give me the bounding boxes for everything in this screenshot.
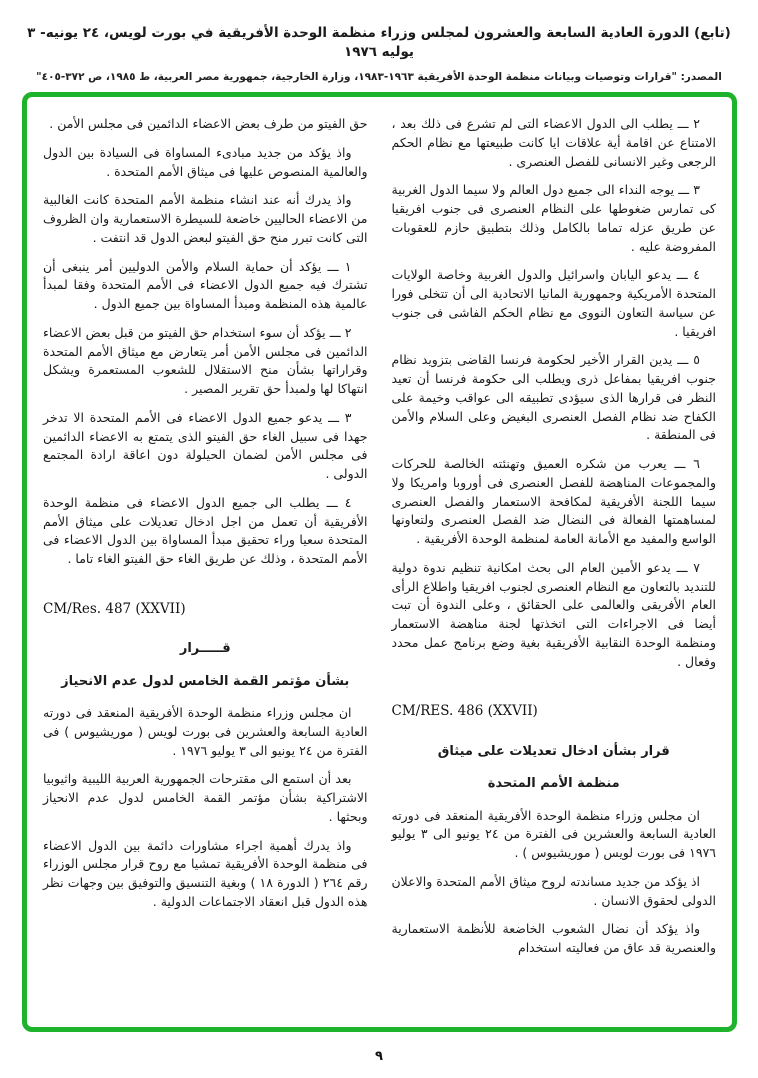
resolution-487-title-line2: بشأن مؤتمر القمة الخامس لدول عدم الانحياز	[61, 673, 350, 689]
page-header	[0, 0, 758, 83]
resolution-label-487: CM/Res. 487 (XXVII)	[43, 600, 186, 617]
column-left	[43, 115, 368, 1027]
session-title: (تابع) الدورة العادية السابعة والعشرون لمجلس وزراء منظمة الوحدة الأفريقية في بورت لويس، ٢٤ يونيه- ٣ يوليه ١٩٧٦	[27, 25, 731, 60]
res486-operative-2: ٢ ـــ يؤكد أن سوء استخدام حق الفيتو من قبل بعض الاعضاء الدائمين فى مجلس الأمن أمر يتعارض مع ميثاق الأمم المتحدة وقراراتها بشأن منح الاستقلال للشعوب المستعمرة ويشكل انتهاكا لها ولمبدأ حق تقرير المصير .	[43, 324, 368, 396]
resolution-label-486: CM/RES. 486 (XXVII)	[391, 703, 538, 720]
page-number: ٩	[375, 1049, 383, 1064]
res487-preamble-2: بعد أن استمع الى مقترحات الجمهورية العربية الليبية واثيوبيا الاشتراكية بشأن مؤتمر القمة الخامس لدول عدم الانحياز وبحثها .	[43, 771, 368, 824]
source-line: المصدر: "قرارات وتوصيات وبيانات منظمة الوحدة الأفريقية ١٩٦٣-١٩٨٣، وزارة الخارجية، جمهورية مصر العربية، ط ١٩٨٥، ص ٣٧٢-٤٠٥"	[36, 70, 722, 83]
column-right	[392, 115, 717, 1027]
res486-operative-1: ١ ـــ يؤكد أن حماية السلام والأمن الدوليين أمر ينبغى أن تشترك فيه جميع الدول الاعضاء فى الأمم المتحدة وفقا لمبدأ عالمية هذه المنظمة ومبدأ المساواة بين جميع الدول .	[43, 258, 368, 311]
green-border-box	[22, 92, 737, 1032]
res486-preamble-5: واذ يدرك أنه عند انشاء منظمة الأمم المتحدة كانت الغالبية من الاعضاء الحاليين خاضعة للسيطرة الاستعمارية وان الظروف التى كانت تبرر منح حق الفيتو لبعض الدول قد انتفت .	[43, 192, 368, 245]
res485-paragraph-2: ٢ ـــ يطلب الى الدول الاعضاء التى لم تشرع فى ذلك بعد ، الامتناع عن اقامة أية علاقات ايا كانت طبيعتها مع نظام الحكم الرجعى وغير الانسانى للفصل العنصرى .	[391, 116, 716, 169]
res485-paragraph-6: ٦ ـــ يعرب من شكره العميق وتهنئته الخالصة للحركات والمجموعات المناهضة للفصل العنصرى فى أوروبا وامريكا ولا سيما اللجنة الأفريقية لمكافحة الاستعمار والفصل العنصرى لمساهمتها الفعالة فى النضال ضد الفصل العنصرى ولتعاونها الواسع والمفيد مع الأمانة العامة لمنظمة الوحدة الأفريقية .	[391, 456, 716, 546]
res487-preamble-3: واذ يدرك أهمية اجراء مشاورات دائمة بين الدول الاعضاء فى منظمة الوحدة الأفريقية تمشيا مع روح قرار مجلس الوزراء رقم ٢٦٤ ( الدورة ١٨ ) وبغية التنسيق والتوفيق بين وجهات نظر هذه الدول قبل انعقاد الاجتماعات الدولية .	[43, 837, 368, 909]
res487-preamble-1: ان مجلس وزراء منظمة الوحدة الأفريقية المنعقد فى دورته العادية السابعة والعشرين فى بورت لويس ( موريشيوس ) فى الفترة من ٢٤ يونيو الى ٣ يوليو ١٩٧٦ .	[43, 705, 368, 758]
two-column-layout	[43, 115, 716, 1027]
res486-operative-3: ٣ ـــ يدعو جميع الدول الاعضاء فى الأمم المتحدة الا تدخر جهدا فى سبيل الغاء حق الفيتو الذى يتمتع به الاعضاء الدائمين فى مجلس الأمن لضمان الحيلولة دون اعاقة ارادة المجتمع الدولى .	[43, 409, 368, 481]
res486-continuation: حق الفيتو من طرف بعض الاعضاء الدائمين فى مجلس الأمن .	[49, 116, 368, 131]
res486-preamble-3: واذ يؤكد أن نضال الشعوب الخاضعة للأنظمة الاستعمارية والعنصرية قد عاق من فعاليته استخدام	[391, 921, 716, 955]
res485-paragraph-3: ٣ ـــ يوجه النداء الى جميع دول العالم ولا سيما الدول الغربية كى تمارس ضغوطها على النظام العنصرى فى جنوب افريقيا عن طريق عزله تماما بالكامل وذلك بتطبيق حازم للعقوبات المفروضة عليه .	[391, 182, 716, 254]
res486-operative-4: ٤ ـــ يطلب الى جميع الدول الاعضاء فى منظمة الوحدة الأفريقية أن تعمل من اجل ادخال تعديلات على ميثاق الأمم المتحدة سعيا وراء تحقيق مبدأ المساواة بين الدول الاعضاء فى الأمم المتحدة ، وذلك عن طريق الغاء حق الفيتو الغاء تاما .	[43, 494, 368, 566]
res485-paragraph-4: ٤ ـــ يدعو اليابان واسرائيل والدول الغربية وخاصة الولايات المتحدة الأمريكية وجمهورية المانيا الاتحادية الى أن تتخلى فورا عن سياسة التعاون النووى مع نظام الحكم الفاشى فى جنوب افريقيا .	[391, 267, 716, 339]
resolution-487-title-line1: قـــــرار	[179, 641, 231, 656]
res486-preamble-2: اذ يؤكد من جديد مساندته لروح ميثاق الأمم المتحدة والاعلان الدولى لحقوق الانسان .	[391, 873, 716, 908]
res485-paragraph-5: ٥ ـــ يدين القرار الأخير لحكومة فرنسا القاضى بتزويد نظام جنوب افريقيا بمفاعل ذرى ويطلب الى حكومة فرنسا أن تعيد النظر فى قرارها الذى سيؤدى تطبيقه الى عواقب وخيمة على الكفاح ضد نظام الفصل العنصرى البغيض وعلى السلام والأمن فى المنطقة .	[391, 352, 716, 443]
res485-paragraph-7: ٧ ـــ يدعو الأمين العام الى بحث امكانية تنظيم ندوة دولية للتنديد بالتعاون مع النظام العنصرى لجنوب افريقيا واطلاع الرأى العام الأفريقى والعالمى على الحقائق ، وعلى الندوة أن تبت أيضا فى الاجراءات التى اتخذتها لجنة مناهضة الاستعمار ومنظمة الوحدة النقابية الأفريقية بغية وضع برنامج عمل محدد وفعال .	[391, 559, 716, 669]
res486-preamble-1: ان مجلس وزراء منظمة الوحدة الأفريقية المنعقد فى دورته العادية السابعة والعشرين فى الفترة من ٢٤ يونيو الى ٣ يوليو ١٩٧٦ فى بورت لويس ( موريشيوس ) .	[391, 807, 717, 860]
res486-preamble-4: واذ يؤكد من جديد مبادىء المساواة فى السيادة بين الدول والعالمية المنصوص عليها فى ميثاق الأمم المتحدة .	[43, 144, 368, 179]
resolution-486-title-line1: قرار بشأن ادخال تعديلات على ميثاق	[437, 743, 670, 759]
resolution-486-title-line2: منظمة الأمم المتحدة	[487, 776, 620, 791]
